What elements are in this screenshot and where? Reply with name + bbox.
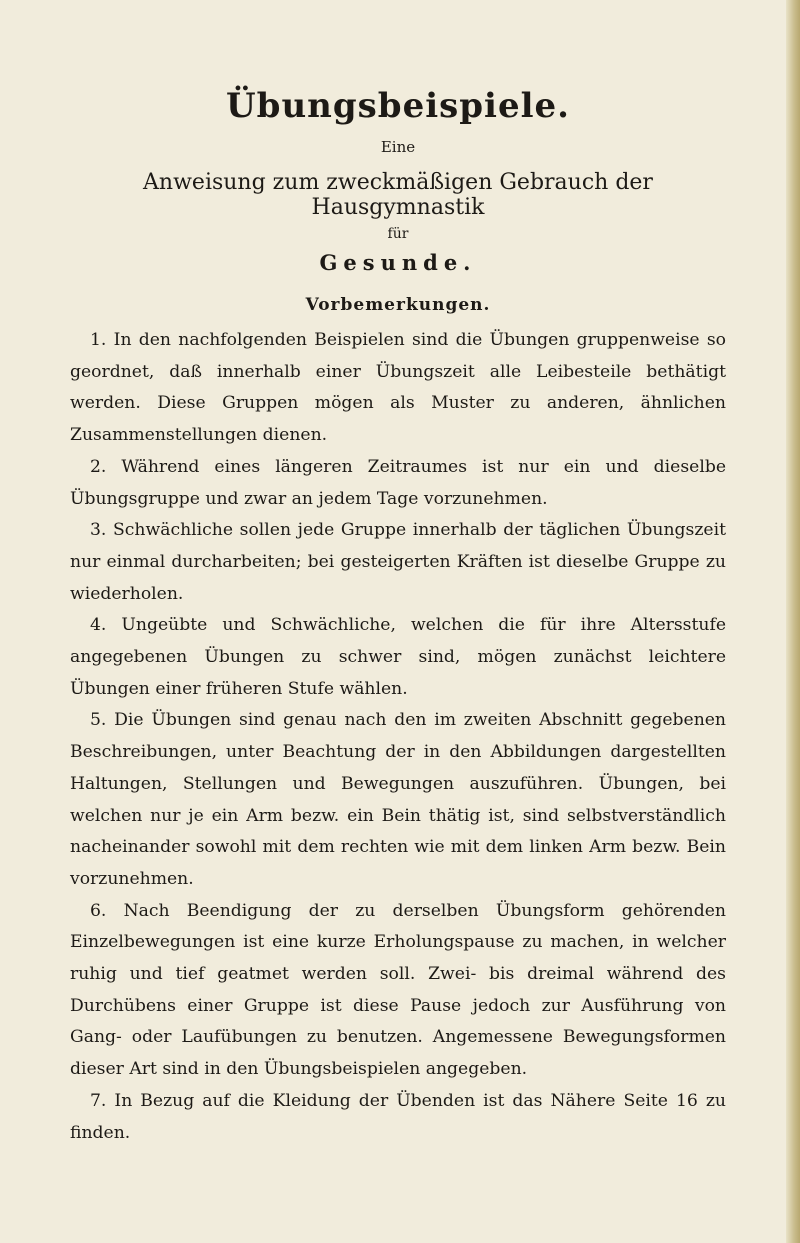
subtitle: Anweisung zum zweckmäßigen Gebrauch der Hausgymnastik [143,170,653,220]
paragraph-6: 6. Nach Beendigung der zu derselben Übungsform gehörenden Einzelbewegungen ist eine kurze Erholungspause zu machen, in welcher ruhig und tief geatmet werden soll. Zwei- bis dreimal während des Durchübens einer Gruppe ist diese Pause jedoch zur Ausführung von Gang- oder Laufübungen zu benutzen. Angemessene Bewegungsformen dieser Art sind in den Übungsbeispielen angegeben. [70,900,726,1080]
paragraph-list [70,325,726,1149]
document-page [70,0,726,1149]
paragraph-2: 2. Während eines längeren Zeitraumes ist nur ein und dieselbe Übungsgruppe und zwar an jedem Tage vorzunehmen. [70,456,726,509]
paragraph-3: 3. Schwächliche sollen jede Gruppe innerhalb der täglichen Übungszeit nur einmal durcharbeiten; bei gesteigerten Kräften ist dieselbe Gruppe zu wiederholen. [70,520,726,604]
page-edge [786,0,800,1243]
paragraph-4: 4. Ungeübte und Schwächliche, welchen die für ihre Altersstufe angegebenen Übungen zu schwer sind, mögen zunächst leichtere Übungen einer früheren Stufe wählen. [70,615,726,699]
subtitle-gesunde: Gesunde. [319,250,477,275]
page-title: Übungsbeispiele. [226,86,570,126]
subtitle-fuer: für [387,226,409,242]
section-heading: Vorbemerkungen. [305,295,491,315]
paragraph-1: 1. In den nachfolgenden Beispielen sind die Übungen gruppenweise so geordnet, daß innerhalb einer Übungszeit alle Leibesteile bethätigt werden. Diese Gruppen mögen als Muster zu anderen, ähnlichen Zusammenstellungen dienen. [70,330,726,446]
paragraph-7: 7. In Bezug auf die Kleidung der Übenden ist das Nähere Seite 16 zu finden. [70,1090,726,1143]
paragraph-5: 5. Die Übungen sind genau nach den im zweiten Abschnitt gegebenen Beschreibungen, unter Beachtung der in den Abbildungen dargestellten Haltungen, Stellungen und Bewegungen auszuführen. Übungen, bei welchen nur je ein Arm bezw. ein Bein thätig ist, sind selbstverständlich nacheinander sowohl mit dem rechten wie mit dem linken Arm bezw. Bein vorzunehmen. [70,710,726,889]
subtitle-eine: Eine [380,138,416,156]
